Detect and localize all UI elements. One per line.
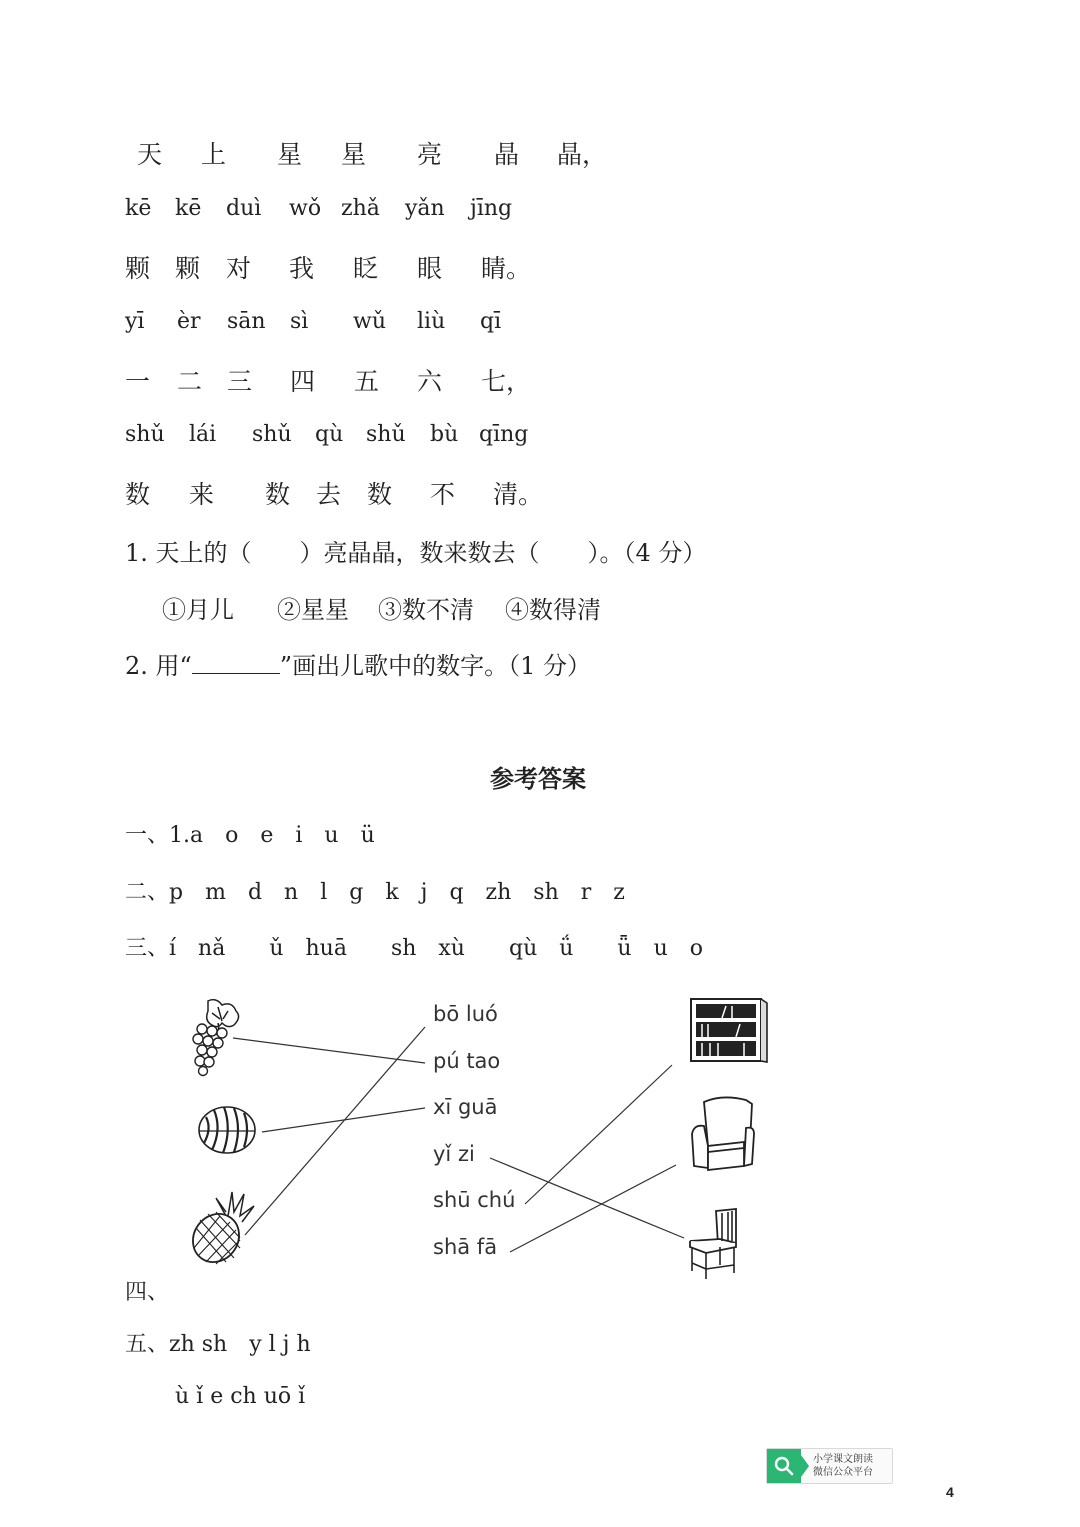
match-word: shā fā: [433, 1235, 498, 1259]
poem-char: 四: [290, 367, 316, 396]
poem-char: 对: [226, 254, 252, 283]
badge-text: [813, 1453, 873, 1479]
pinyin: kē: [175, 196, 202, 221]
poem-char: 七，: [481, 367, 532, 396]
answer-4: 四、: [125, 1280, 170, 1305]
answer-2: 二、p m d n l g k j q zh sh r z: [125, 880, 625, 905]
match-word: yǐ zi: [433, 1142, 475, 1166]
pinyin: shǔ: [125, 422, 165, 447]
pinyin: wǒ: [289, 196, 322, 221]
grape-icon: [188, 995, 246, 1077]
pinyin: lái: [189, 422, 217, 447]
answer-5-line-2: ù ǐ e ch uō ǐ: [175, 1384, 306, 1409]
poem-char: 去: [316, 480, 342, 509]
option: ③数不清: [378, 596, 474, 624]
badge-line-1: 小学课文朗读: [813, 1454, 873, 1465]
poem-char: 晶，: [557, 140, 608, 169]
match-line: [525, 1065, 672, 1204]
sofa-icon: [688, 1094, 758, 1176]
poem-char: 星: [341, 140, 367, 169]
pinyin: èr: [177, 309, 201, 334]
poem-char: 上: [201, 140, 227, 169]
poem-char: 睛。: [481, 254, 532, 283]
pinyin: shǔ: [366, 422, 406, 447]
watermelon-icon: [196, 1103, 258, 1155]
pinyin: jīng: [470, 196, 513, 221]
answer-3: 三、í nǎ ǔ huā sh xù qù ǘ ǖ u o: [125, 936, 703, 961]
question-2-suffix: ”画出儿歌中的数字。（1 分）: [279, 652, 591, 680]
match-line: [262, 1108, 425, 1132]
poem-char: 颗: [175, 254, 201, 283]
poem-char: 天: [137, 140, 163, 169]
pineapple-icon: [186, 1188, 258, 1266]
pinyin: liù: [417, 309, 446, 334]
question-1: 1. 天上的（ ）亮晶晶，数来数去（ ）。（4 分）: [125, 539, 707, 567]
poem-char: 晶: [494, 140, 520, 169]
option: ④数得清: [505, 596, 601, 624]
poem-char: 清。: [493, 480, 544, 509]
wechat-badge[interactable]: [766, 1448, 893, 1484]
option: ②星星: [277, 596, 349, 624]
match-word: shū chú: [433, 1188, 516, 1212]
pinyin: qī: [480, 309, 502, 334]
pinyin: bù: [430, 422, 459, 447]
poem-char: 不: [430, 480, 456, 509]
badge-arrow: [801, 1449, 809, 1483]
answer-5-line-1: 五、zh sh y l j h: [125, 1332, 311, 1357]
poem-char: 五: [354, 367, 380, 396]
pinyin: shǔ: [252, 422, 292, 447]
match-word: pú tao: [433, 1049, 501, 1073]
pinyin: sì: [290, 309, 309, 334]
option: ①月儿: [162, 596, 234, 624]
match-word: bō luó: [433, 1002, 498, 1026]
match-word: xī guā: [433, 1095, 498, 1119]
poem-char: 亮: [417, 140, 443, 169]
poem-char: 数: [265, 480, 291, 509]
page-number: 4: [946, 1484, 954, 1500]
match-line: [233, 1038, 425, 1063]
answer-1: 一、1.a o e i u ü: [125, 823, 375, 848]
poem-char: 三: [227, 367, 253, 396]
pinyin: zhǎ: [341, 196, 380, 221]
poem-char: 星: [277, 140, 303, 169]
poem-char: 数: [125, 480, 151, 509]
poem-char: 颗: [125, 254, 151, 283]
poem-char: 我: [289, 254, 315, 283]
pinyin: wǔ: [353, 309, 386, 334]
match-line: [490, 1158, 684, 1238]
pinyin: yī: [125, 309, 145, 334]
chair-icon: [686, 1207, 744, 1281]
pinyin: kē: [125, 196, 152, 221]
poem-char: 数: [367, 480, 393, 509]
poem-char: 来: [189, 480, 215, 509]
badge-line-2: 微信公众平台: [813, 1467, 873, 1478]
pinyin: sān: [227, 309, 266, 334]
poem-char: 眨: [353, 254, 379, 283]
search-icon: [767, 1449, 801, 1483]
poem-char: 一: [125, 367, 151, 396]
poem-char: 六: [417, 367, 443, 396]
bookcase-icon: [688, 996, 770, 1064]
answers-title: 参考答案: [490, 764, 586, 793]
poem-char: 二: [177, 367, 203, 396]
pinyin: qīng: [479, 422, 529, 447]
match-line: [510, 1165, 676, 1252]
poem-char: 眼: [417, 254, 443, 283]
pinyin: qù: [315, 422, 344, 447]
pinyin: yǎn: [405, 196, 445, 221]
question-2-prefix: 2. 用“: [125, 652, 192, 680]
pinyin: duì: [226, 196, 262, 221]
